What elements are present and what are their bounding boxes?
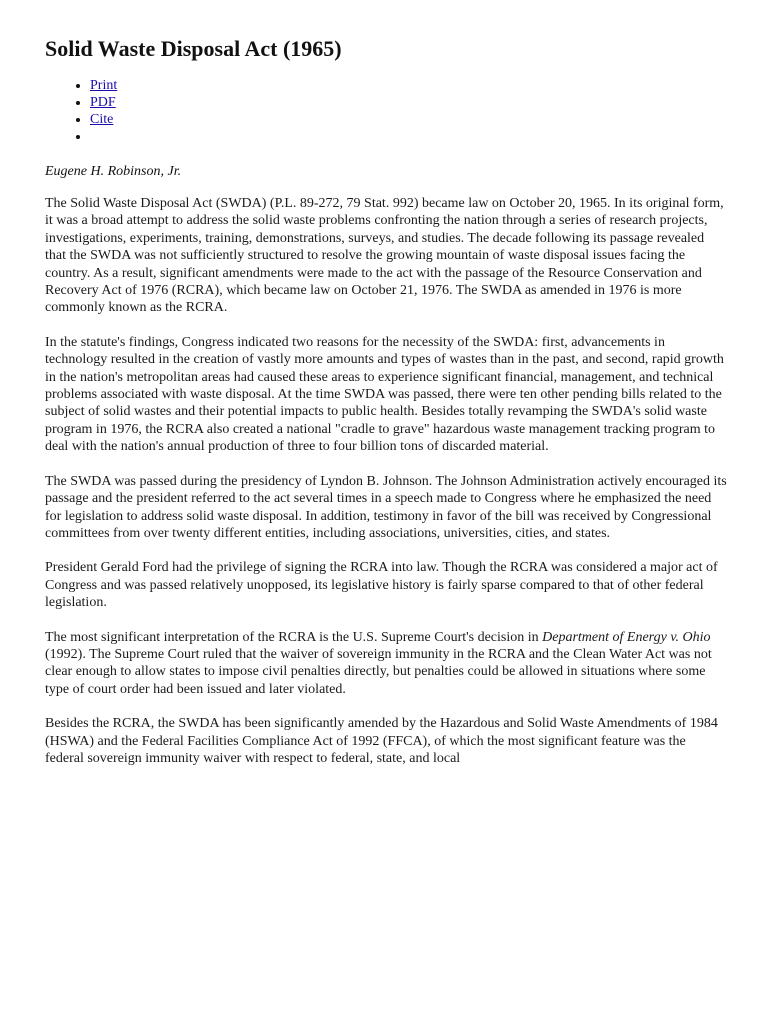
case-name: Department of Energy v. Ohio: [542, 629, 711, 645]
pdf-link[interactable]: PDF: [90, 95, 116, 110]
list-item-cite: [90, 111, 728, 128]
paragraph-3: The SWDA was passed during the presidency of Lyndon B. Johnson. The Johnson Administration actively encouraged its passage and the president referred to the act several times in a speech made to Congress where he emphasized the need for legislation to address solid waste disposal. In addition, testimony in favor of the bill was received by Congressional committees from over twenty different entities, including associations, universities, cities, and states.: [45, 473, 727, 541]
paragraph-6: Besides the RCRA, the SWDA has been significantly amended by the Hazardous and Solid Waste Amendments of 1984 (HSWA) and the Federal Facilities Compliance Act of 1992 (FFCA), of which the most significant feature was the federal sovereign immunity waiver with respect to federal, state, and local: [45, 716, 718, 766]
paragraph-2: In the statute's findings, Congress indicated two reasons for the necessity of the SWDA: first, advancements in technology resulted in the creation of vastly more amounts and types of wastes than in the past, and second, rapid growth in the nation's metropolitan areas had caused these areas to experience significant financial, management, and technical problems associated with waste disposal. At the time SWDA was passed, there were ten other pending bills related to the subject of solid wastes and their potential impacts to public health. Besides totally revamping the SWDA's solid waste program in 1976, the RCRA also created a national "cradle to grave" hazardous waste management tracking program to deal with the nation's annual production of three to four billion tons of discarded material.: [45, 334, 724, 455]
paragraph-4: President Gerald Ford had the privilege of signing the RCRA into law. Though the RCRA was considered a major act of Congress and was passed relatively unopposed, its legislative history is fairly sparse compared to that of other federal legislation.: [45, 560, 718, 611]
paragraph-5-text-before: The most significant interpretation of the RCRA is the U.S. Supreme Court's decision in: [45, 629, 543, 645]
list-item-empty: [90, 128, 728, 145]
page-title: Solid Waste Disposal Act (1965): [45, 36, 342, 61]
paragraph-5-text-after: (1992). The Supreme Court ruled that the waiver of sovereign immunity in the RCRA and the Clean Water Act was not clear enough to allow states to impose civil penalties directly, but penalties could be allowed in situations where some type of court order had been issued and later violated.: [45, 646, 712, 697]
article-actions-list: [45, 77, 728, 145]
list-item-pdf: [90, 94, 728, 111]
print-link[interactable]: Print: [90, 78, 118, 93]
list-item-print: [90, 77, 728, 94]
paragraph-5: [45, 629, 728, 699]
cite-link[interactable]: Cite: [90, 112, 114, 127]
author-byline: Eugene H. Robinson, Jr.: [45, 164, 182, 179]
paragraph-1: The Solid Waste Disposal Act (SWDA) (P.L. 89-272, 79 Stat. 992) became law on October 20, 1965. In its original form, it was a broad attempt to address the solid waste problems confronting the nation through a series of research projects, investigations, experiments, training, demonstrations, surveys, and studies. The decade following its passage revealed that the SWDA was not sufficiently structured to resolve the growing mountain of waste disposal issues facing the country. As a result, significant amendments were made to the act with the passage of the Resource Conservation and Recovery Act of 1976 (RCRA), which became law on October 21, 1976. The SWDA as amended in 1976 is more commonly known as the RCRA.: [45, 196, 724, 316]
